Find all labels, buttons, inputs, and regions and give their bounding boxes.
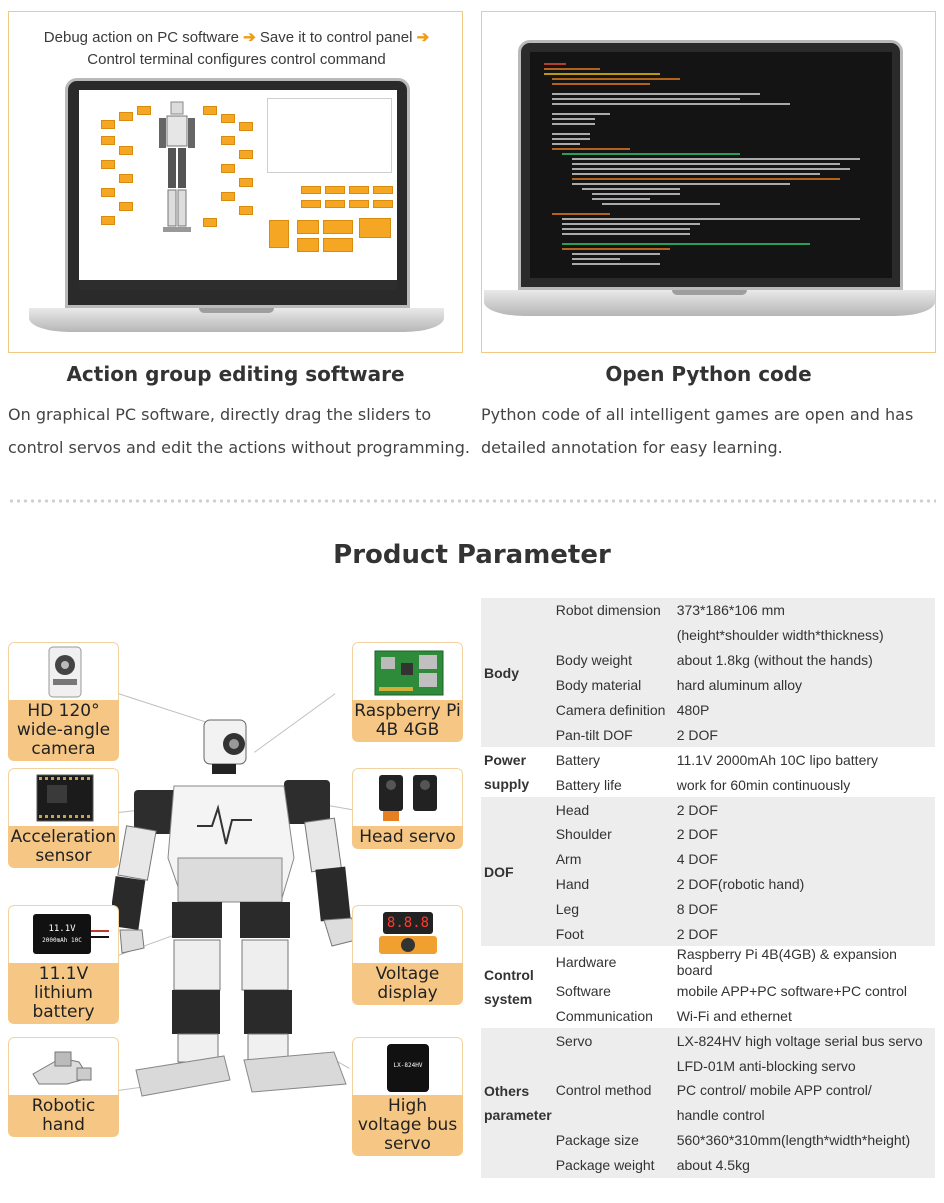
spec-value: work for 60min continuously [676,776,851,793]
spec-key: Servo [552,1028,673,1053]
spec-key: Package weight [552,1153,673,1178]
camera-icon [8,642,119,700]
arrow-right-icon: ➔ [416,29,430,46]
spec-value: PC control/ mobile APP control/ [673,1078,935,1103]
spec-value: 2 DOF [673,822,935,847]
chip-icon [8,768,119,826]
feature-title-python-code: Open Python code [605,362,812,386]
spec-key: Control method [552,1078,673,1103]
spec-value: 2 DOF [673,722,935,747]
laptop-software-image [29,76,444,348]
spec-key: Hardware [555,954,617,971]
spec-group-label: DOF [481,797,552,946]
table-row [481,1028,935,1053]
raspberry-pi-board-icon [352,642,463,700]
spec-value: Raspberry Pi 4B(4GB) & expansion board [676,946,897,979]
component-bus-servo [352,1037,463,1156]
spec-group-label: Power supply [484,752,530,793]
spec-key: Software [555,982,611,999]
spec-value: mobile APP+PC software+PC control [676,982,908,999]
spec-value: 2 DOF [673,922,935,947]
battery-print-voltage: 11.1V [48,924,76,934]
caption-step-1: Debug action on PC software [43,29,239,46]
spec-key [552,623,673,648]
feature-card-python-code [481,11,936,353]
bus-servo-icon [352,1037,463,1095]
spec-key: Camera definition [552,698,673,723]
robotic-hand-icon [8,1037,119,1095]
spec-key [552,1103,673,1128]
bus-servo-print: LX-824HV [393,1062,423,1069]
table-row [481,797,935,822]
spec-value: 2 DOF [673,797,935,822]
component-label-raspberry: Raspberry Pi 4B 4GB [352,700,463,742]
voltage-digits: 8.8.8 [383,912,433,934]
spec-group-label: Others parameter [481,1028,552,1177]
spec-value: 11.1V 2000mAh 10C lipo battery [676,751,879,768]
spec-key: Battery [555,751,601,768]
spec-key: Package size [552,1128,673,1153]
battery-icon [8,905,119,963]
spec-key: Battery life [555,776,622,793]
component-label-bus-servo: High voltage bus servo [352,1095,463,1156]
spec-value: Wi-Fi and ethernet [676,1007,792,1024]
battery-print-capacity: 2000mAh 10C [42,937,82,944]
spec-key: Leg [552,897,673,922]
component-label-camera: HD 120° wide-angle camera [8,700,119,761]
spec-key: Communication [555,1007,653,1024]
feature-description-action-editor: On graphical PC software, directly drag the sliders to control servos and edit the actions without programming. [8,405,470,457]
spec-value: 373*186*106 mm [673,598,935,623]
spec-key: Foot [552,922,673,947]
component-label-battery: 11.1V lithium battery [8,963,119,1024]
spec-key [552,1053,673,1078]
spec-value: about 1.8kg (without the hands) [673,648,935,673]
spec-value: handle control [673,1103,935,1128]
spec-key: Head [552,797,673,822]
spec-value: LX-824HV high voltage serial bus servo [673,1028,935,1053]
spec-group-label: Control system [484,967,534,1008]
component-label-accel: Acceleration sensor [8,826,119,868]
component-accel-sensor [8,768,119,868]
component-label-head-servo: Head servo [352,826,463,849]
robot-image [112,708,362,1098]
section-title-product-parameter: Product Parameter [333,540,611,570]
feature-description-python-code: Python code of all intelligent games are open and has detailed annotation for easy learning. [481,405,914,457]
component-camera [8,642,119,761]
spec-key: Body weight [552,648,673,673]
component-voltage-display [352,905,463,1005]
spec-value: 8 DOF [673,897,935,922]
component-robotic-hand [8,1037,119,1137]
table-row [481,747,935,772]
card-caption-line2: Control terminal configures control command [87,51,386,68]
spec-value: (height*shoulder width*thickness) [673,623,935,648]
spec-value: 560*360*310mm(length*width*height) [673,1128,935,1153]
spec-table [481,598,935,1178]
voltage-display-icon [352,905,463,963]
servo-icon [352,768,463,826]
component-head-servo [352,768,463,849]
spec-key: Body material [552,673,673,698]
spec-key: Pan-tilt DOF [552,722,673,747]
spec-key: Shoulder [552,822,673,847]
table-row [481,598,935,623]
feature-title-action-editor: Action group editing software [66,362,405,386]
spec-value: 4 DOF [673,847,935,872]
component-label-voltage: Voltage display [352,963,463,1005]
spec-value: 2 DOF(robotic hand) [673,872,935,897]
component-raspberry-pi [352,642,463,742]
feature-card-action-editor [8,11,463,353]
spec-value: LFD-01M anti-blocking servo [673,1053,935,1078]
spec-value: hard aluminum alloy [673,673,935,698]
laptop-code-image [482,38,937,328]
spec-key: Arm [552,847,673,872]
card-caption-line1 [9,28,464,48]
table-row [481,946,935,978]
spec-key: Robot dimension [552,598,673,623]
spec-value: about 4.5kg [673,1153,935,1178]
dotted-divider [8,499,936,503]
component-label-hand: Robotic hand [8,1095,119,1137]
spec-value: 480P [673,698,935,723]
arrow-right-icon: ➔ [243,29,256,46]
spec-group-label: Body [481,598,552,747]
component-battery [8,905,119,1024]
caption-step-2: Save it to control panel [259,29,413,46]
spec-key: Hand [552,872,673,897]
